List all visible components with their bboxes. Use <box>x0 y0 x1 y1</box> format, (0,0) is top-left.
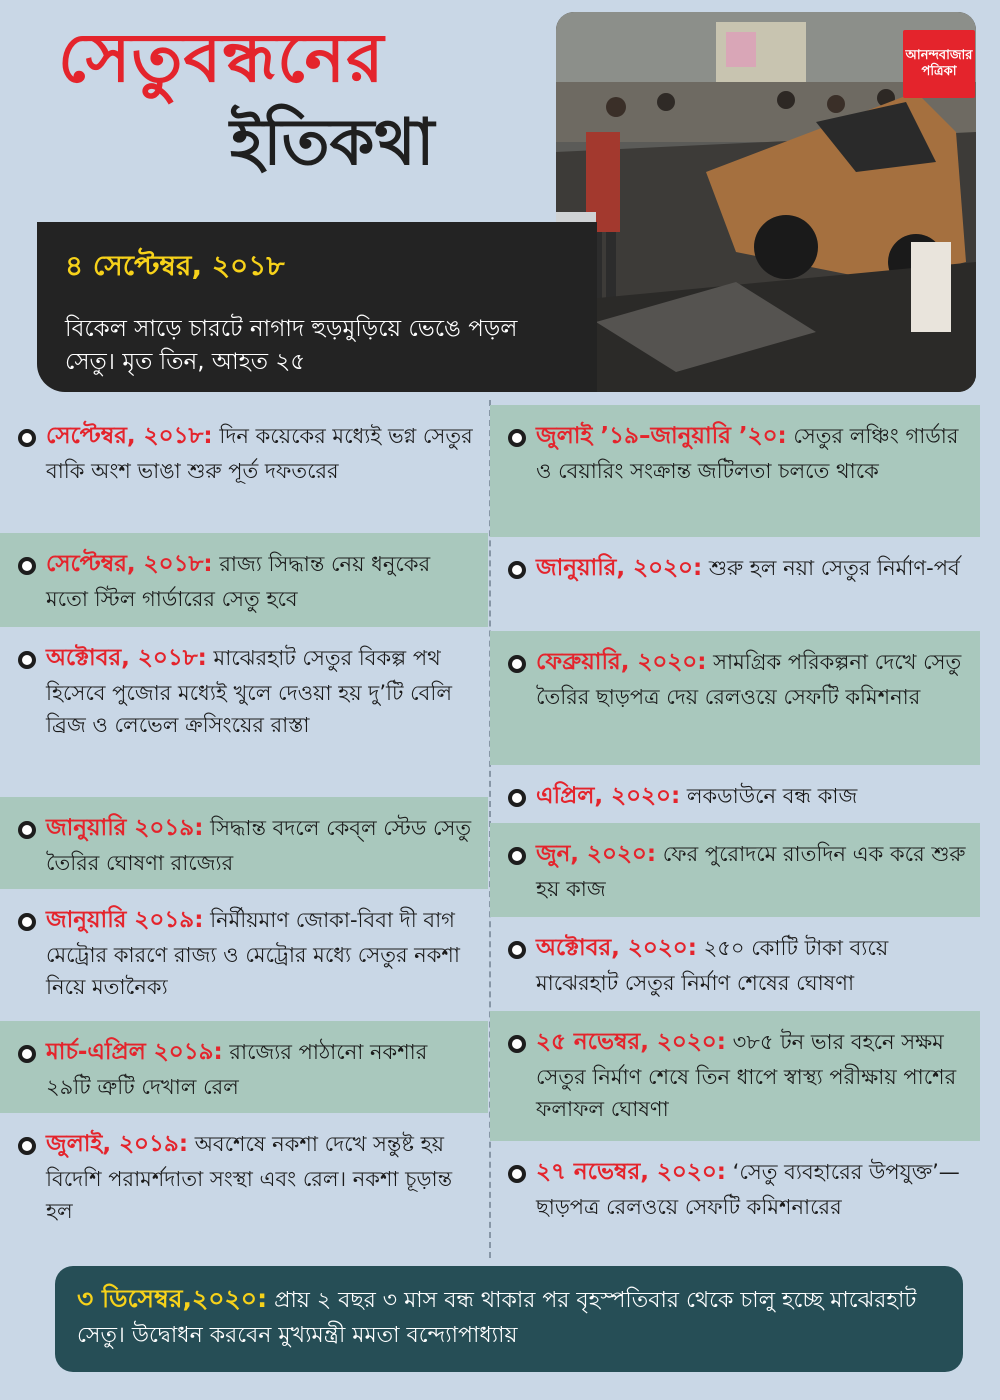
timeline-text: ৩৮৫ টন ভার বহনে সক্ষম সেতুর নির্মাণ শেষে তিন ধাপে স্বাস্থ্য পরীক্ষায় পাশের ফলাফল ঘোষণা <box>536 1030 957 1122</box>
newspaper-logo <box>903 30 975 98</box>
timeline-text: সামগ্রিক পরিকল্পনা দেখে সেতু তৈরির ছাড়পত্র দেয় রেলওয়ে সেফটি কমিশনার <box>536 650 962 709</box>
timeline-text: শুরু হল নয়া সেতুর নির্মাণ-পর্ব <box>702 556 960 580</box>
timeline-item <box>0 533 488 627</box>
bullet-icon <box>508 941 526 959</box>
page-subtitle: ইতিকথা <box>230 106 435 180</box>
bullet-icon <box>508 429 526 447</box>
timeline-date: জুন, ২০২০: <box>536 841 657 867</box>
page-title: সেতুবন্ধনের <box>58 19 385 98</box>
timeline-text: লকডাউনে বন্ধ কাজ <box>680 784 858 808</box>
timeline-item <box>490 765 980 823</box>
timeline-date: এপ্রিল, ২০২০: <box>536 783 681 809</box>
timeline-item <box>490 537 980 631</box>
bullet-icon <box>18 557 36 575</box>
bullet-icon <box>508 561 526 579</box>
bullet-icon <box>18 913 36 931</box>
reopening-footer <box>55 1266 963 1372</box>
timeline-item <box>490 823 980 917</box>
timeline-date: সেপ্টেম্বর, ২০১৮: <box>46 423 213 449</box>
timeline-left-column <box>0 405 488 1253</box>
timeline-date: মার্চ-এপ্রিল ২০১৯: <box>46 1039 223 1065</box>
timeline-date: জুলাই, ২০১৯: <box>46 1131 189 1157</box>
timeline-item <box>490 1141 980 1267</box>
timeline-date: সেপ্টেম্বর, ২০১৮: <box>46 551 213 577</box>
timeline-date: জানুয়ারি ২০১৯: <box>46 815 204 841</box>
footer-text: প্রায় ২ বছর ৩ মাস বন্ধ থাকার পর বৃহস্পতিবার থেকে চালু হচ্ছে মাঝেরহাট সেতু। উদ্বোধন করবেন মুখ্যমন্ত্রী মমতা বন্দ্যোপাধ্যায় <box>77 1288 917 1348</box>
timeline-item <box>490 631 980 765</box>
logo-line-1: আনন্দবাজার <box>905 47 973 63</box>
timeline-date: জানুয়ারি ২০১৯: <box>46 907 204 933</box>
timeline-text: সিদ্ধান্ত বদলে কেব্‌ল স্টেড সেতু তৈরির ঘোষণা রাজ্যের <box>46 816 472 875</box>
bullet-icon <box>18 1045 36 1063</box>
timeline-text: রাজ্য সিদ্ধান্ত নেয় ধনুকের মতো স্টিল গার্ডারের সেতু হবে <box>46 552 431 611</box>
timeline-item <box>0 1113 488 1253</box>
bullet-icon <box>508 1165 526 1183</box>
bullet-icon <box>18 821 36 839</box>
timeline-date: ২৭ নভেম্বর, ২০২০: <box>536 1159 726 1185</box>
timeline-text: সেতুর লঞ্চিং গার্ডার ও বেয়ারিং সংক্রান্ত জটিলতা চলতে থাকে <box>536 424 959 483</box>
timeline-date: ২৫ নভেম্বর, ২০২০: <box>536 1029 726 1055</box>
logo-line-2: পত্রিকা <box>921 64 957 79</box>
timeline-item <box>0 797 488 889</box>
bullet-icon <box>508 655 526 673</box>
timeline-text: ফের পুরোদমে রাতদিন এক করে শুরু হয় কাজ <box>536 842 966 901</box>
timeline-date: অক্টোবর, ২০১৮: <box>46 645 207 671</box>
timeline-text: রাজ্যের পাঠানো নকশার ২৯টি ত্রুটি দেখাল রেল <box>46 1040 428 1099</box>
collapse-event-box <box>37 222 597 392</box>
timeline-text: নির্মীয়মাণ জোকা-বিবা দী বাগ মেট্রোর কারণে রাজ্য ও মেট্রোর মধ্যে সেতুর নকশা নিয়ে মতানৈক্য <box>46 908 460 1000</box>
bullet-icon <box>508 847 526 865</box>
timeline-text: ২৫০ কোটি টাকা ব্যয়ে মাঝেরহাট সেতুর নির্মাণ শেষের ঘোষণা <box>536 936 889 995</box>
footer-date: ৩ ডিসেম্বর,২০২০: <box>77 1284 268 1313</box>
bullet-icon <box>18 651 36 669</box>
timeline-right-column <box>490 405 980 1267</box>
hero-text: বিকেল সাড়ে চারটে নাগাদ হুড়মুড়িয়ে ভেঙে পড়ল সেতু। মৃত তিন, আহত ২৫ <box>65 316 518 376</box>
timeline-text: মাঝেরহাট সেতুর বিকল্প পথ হিসেবে পুজোর মধ্যেই খুলে দেওয়া হয় দু’টি বেলি ব্রিজ ও লেভেল ক্রসিংয়ের রাস্তা <box>46 646 452 738</box>
timeline-item <box>0 1021 488 1113</box>
bullet-icon <box>508 1035 526 1053</box>
timeline-item <box>0 627 488 797</box>
timeline-date: জুলাই ’১৯–জানুয়ারি ’২০: <box>536 423 787 449</box>
timeline-date: জানুয়ারি, ২০২০: <box>536 555 703 581</box>
timeline-item <box>0 889 488 1021</box>
timeline-item <box>490 1011 980 1141</box>
timeline-item <box>490 917 980 1011</box>
timeline-text: ‘সেতু ব্যবহারের উপযুক্ত’— ছাড়পত্র রেলওয়ে সেফটি কমিশনারের <box>536 1160 960 1219</box>
timeline-item <box>0 405 488 533</box>
timeline-text: দিন কয়েকের মধ্যেই ভগ্ন সেতুর বাকি অংশ ভাঙা শুরু পূর্ত দফতরের <box>46 424 473 483</box>
bullet-icon <box>508 789 526 807</box>
bullet-icon <box>18 429 36 447</box>
hero-date: ৪ সেপ্টেম্বর, ২০১৮ <box>65 249 285 282</box>
timeline-text: অবশেষে নকশা দেখে সন্তুষ্ট হয় বিদেশি পরামর্শদাতা সংস্থা এবং রেল। নকশা চূড়ান্ত হল <box>46 1132 453 1224</box>
bullet-icon <box>18 1137 36 1155</box>
timeline-date: অক্টোবর, ২০২০: <box>536 935 697 961</box>
timeline-date: ফেব্রুয়ারি, ২০২০: <box>536 649 707 675</box>
timeline-item <box>490 405 980 537</box>
